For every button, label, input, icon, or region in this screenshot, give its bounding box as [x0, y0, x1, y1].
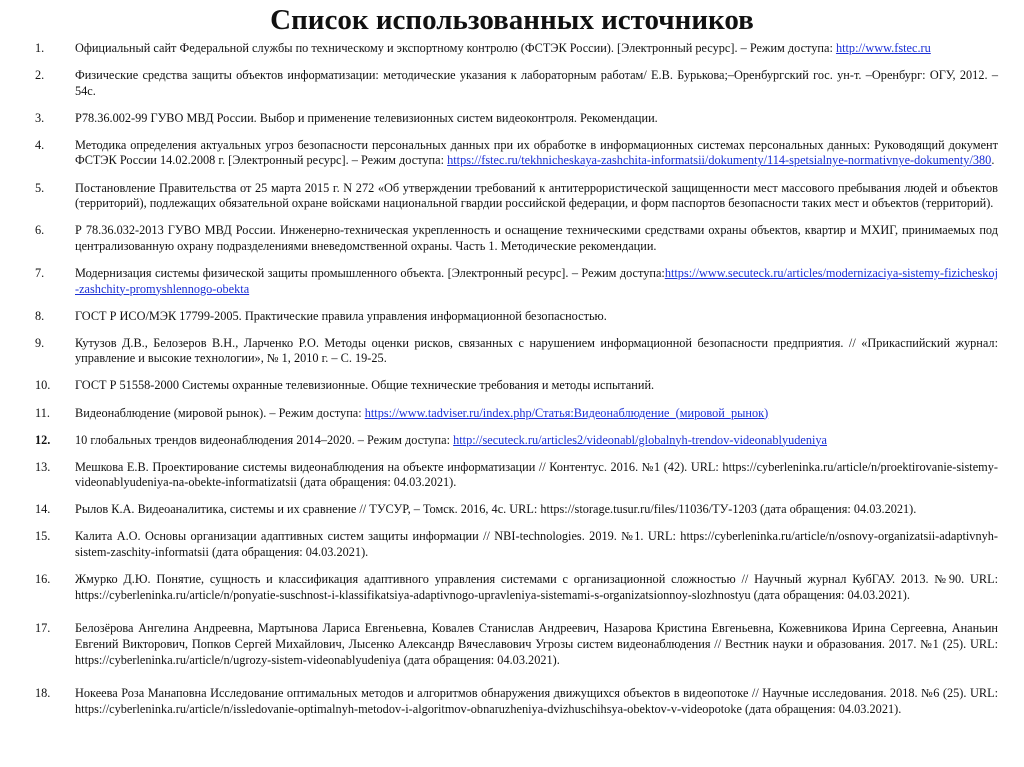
reference-text [75, 406, 998, 422]
reference-item [35, 181, 998, 212]
reference-text [75, 529, 998, 560]
reference-item [35, 460, 998, 491]
reference-body: Нокеева Роза Манаповна Исследование оптимальных методов и алгоритмов обнаружения движущихся объектов в видеопотоке // Научные исследования. 2018. №6 (25). URL: https://cyberleninka.ru/article/n/issledovanie-optimalnyh-metodov-i-algoritmov-obnaruzheniya-dvizhuschihsya-obektov-v-videopotoke (дата обращения: 04.03.2021). [75, 686, 998, 716]
reference-number: 10. [35, 378, 51, 393]
reference-body: Постановление Правительства от 25 марта 2015 г. N 272 «Об утверждении требований к антитеррористической защищенности мест массового пребывания людей и объектов (территорий), подлежащих обязательной охране войсками национальной гвардии российской федерации, и форм паспортов безопасности таких мест и объектов (территорий). [75, 180, 998, 211]
reference-link[interactable]: http://www.fstec.ru [835, 41, 931, 55]
reference-item [35, 621, 998, 668]
reference-body: 10 глобальных трендов видеонаблюдения 2014–2020. – Режим доступа: [75, 432, 454, 447]
reference-link[interactable]: https://www.tadviser.ru/index.php/Статья:Видеонаблюдение_(мировой_рынок) [364, 405, 769, 420]
reference-item [35, 336, 998, 367]
reference-text [75, 68, 998, 99]
reference-number: 5. [35, 180, 45, 195]
reference-number: 4. [35, 137, 45, 152]
reference-list [35, 41, 998, 735]
reference-number: 17. [35, 621, 51, 636]
reference-number: 6. [35, 223, 45, 238]
reference-text [75, 223, 998, 254]
reference-number: 12. [35, 432, 51, 447]
reference-body: Видеонаблюдение (мировой рынок). – Режим доступа: [75, 405, 365, 420]
reference-body: ГОСТ Р 51558-2000 Системы охранные телевизионные. Общие технические требования и методы испытаний. [75, 378, 655, 393]
reference-body: Модернизация системы физической защиты промышленного объекта. [Электронный ресурс]. – Режим доступа: [75, 265, 665, 280]
reference-text [75, 41, 998, 57]
reference-text [75, 686, 998, 717]
reference-link[interactable]: http://secuteck.ru/articles2/videonabl/globalnyh-trendov-videonablyudeniya [453, 432, 828, 447]
page-title: Список использованных источников [270, 4, 754, 36]
reference-number: 2. [35, 68, 45, 83]
reference-item [35, 266, 998, 297]
reference-number: 14. [35, 502, 51, 517]
reference-text [75, 621, 998, 668]
reference-body: Белозёрова Ангелина Андреевна, Мартынова Лариса Евгеньевна, Ковалев Станислав Андреевич, Назарова Кристина Евгеньевна, Кожевникова Ирина Сергеевна, Ананьин Евгений Викторович, Попков Сергей Михайлович, Лысенко Александр Вячеславович Угрозы систем видеонаблюдения // Вестник науки и образования. 2017. №1 (25). URL: https://cyberleninka.ru/article/n/ugrozy-sistem-videonablyudeniya (дата обращения: 04.03.2021). [75, 621, 998, 667]
reference-body: Калита А.О. Основы организации адаптивных систем защиты информации // NBI-technologies. 2019. №1. URL: https://cyberleninka.ru/article/n/osnovy-organizatsii-adaptivnyh-sistem-zaschity-informatsii (дата обращения: 04.03.2021). [75, 529, 998, 560]
reference-item [35, 378, 998, 394]
reference-body: Жмурко Д.Ю. Понятие, сущность и классификация адаптивного управления системами с организационной сложностью // Научный журнал КубГАУ. 2013. №90. URL: https://cyberleninka.ru/article/n/ponyatie-suschnost-i-klassifikatsiya-adaptivnogo-upravleniya-sistemami-s-organizatsionnoy-slozhnostyu (дата обращения: 04.03.2021). [75, 572, 998, 602]
reference-number: 7. [35, 265, 45, 280]
reference-number: 15. [35, 529, 51, 544]
reference-text [75, 433, 998, 449]
reference-item [35, 686, 998, 717]
reference-item [35, 502, 998, 518]
reference-text [75, 460, 998, 491]
reference-text [75, 309, 998, 325]
reference-item [35, 111, 998, 127]
reference-body: Р78.36.002-99 ГУВО МВД России. Выбор и применение телевизионных систем видеоконтроля. Рекомендации. [75, 110, 658, 125]
reference-body: Р 78.36.032-2013 ГУВО МВД России. Инженерно-техническая укрепленность и оснащение техническими средствами охраны объектов, квартир и МХИГ, принимаемых под централизованную охрану подразделениями вневедомственной охраны. Часть 1. Методические рекомендации. [75, 223, 998, 253]
reference-number: 1. [35, 41, 45, 55]
reference-text [75, 502, 998, 518]
reference-item [35, 138, 998, 169]
reference-item [35, 309, 998, 325]
reference-item [35, 529, 998, 560]
reference-item [35, 406, 998, 422]
reference-body: Рылов К.А. Видеоаналитика, системы и их сравнение // ТУСУР, – Томск. 2016, 4с. URL: https://storage.tusur.ru/files/11036/ТУ-1203 (дата обращения: 04.03.2021). [75, 502, 917, 517]
reference-number: 13. [35, 459, 51, 474]
reference-text [75, 181, 998, 212]
reference-number: 8. [35, 308, 45, 323]
reference-item [35, 68, 998, 99]
reference-item [35, 223, 998, 254]
reference-text [75, 138, 998, 169]
reference-item [35, 572, 998, 603]
reference-number: 9. [35, 335, 45, 350]
reference-text [75, 266, 998, 297]
reference-body: Физические средства защиты объектов информатизации: методические указания к лабораторным работам/ Е.В. Бурькова;–Оренбургский гос. ун-т. –Оренбург: ОГУ, 2012. –54с. [75, 68, 998, 98]
reference-number: 11. [35, 405, 50, 420]
reference-link[interactable]: https://fstec.ru/tekhnicheskaya-zashchita-informatsii/dokumenty/114-spetsialnye-normativnye-dokumenty/380 [447, 153, 992, 168]
reference-item [35, 433, 998, 449]
reference-body: Методика определения актуальных угроз безопасности персональных данных при их обработке в информационных системах персональных данных: Руководящий документ ФСТЭК России 14.02.2008 г. [Электронный ресурс]. – Режим доступа: [75, 137, 998, 168]
reference-tail: . [991, 153, 995, 168]
reference-number: 18. [35, 686, 51, 701]
reference-body: Официальный сайт Федеральной службы по техническому и экспортному контролю (ФСТЭК России). [Электронный ресурс]. – Режим доступа: [75, 41, 836, 55]
reference-body: Кутузов Д.В., Белозеров В.Н., Ларченко Р.О. Методы оценки рисков, связанных с нарушением информационной безопасности предприятия. // «Прикаспийский журнал: управление и высокие технологии», № 1, 2010 г. – С. 19-25. [75, 335, 998, 366]
reference-text [75, 111, 998, 127]
reference-text [75, 378, 998, 394]
reference-body: ГОСТ Р ИСО/МЭК 17799-2005. Практические правила управления информационной безопасностью. [75, 308, 607, 323]
reference-text [75, 572, 998, 603]
reference-link[interactable]: https://www.secuteck.ru/articles/modernizaciya-sistemy-fizicheskoj-zashchity-promyshlennogo-obekta [75, 265, 998, 296]
reference-number: 3. [35, 110, 45, 125]
reference-item [35, 41, 998, 57]
reference-body: Мешкова Е.В. Проектирование системы видеонаблюдения на объекте информатизации // Контентус. 2016. №1 (42). URL: https://cyberleninka.ru/article/n/proektirovanie-sistemy-videonablyudeniya-na-obekte-informatizatsii (дата обращения: 04.03.2021). [75, 459, 998, 490]
reference-number: 16. [35, 572, 51, 587]
reference-text [75, 336, 998, 367]
